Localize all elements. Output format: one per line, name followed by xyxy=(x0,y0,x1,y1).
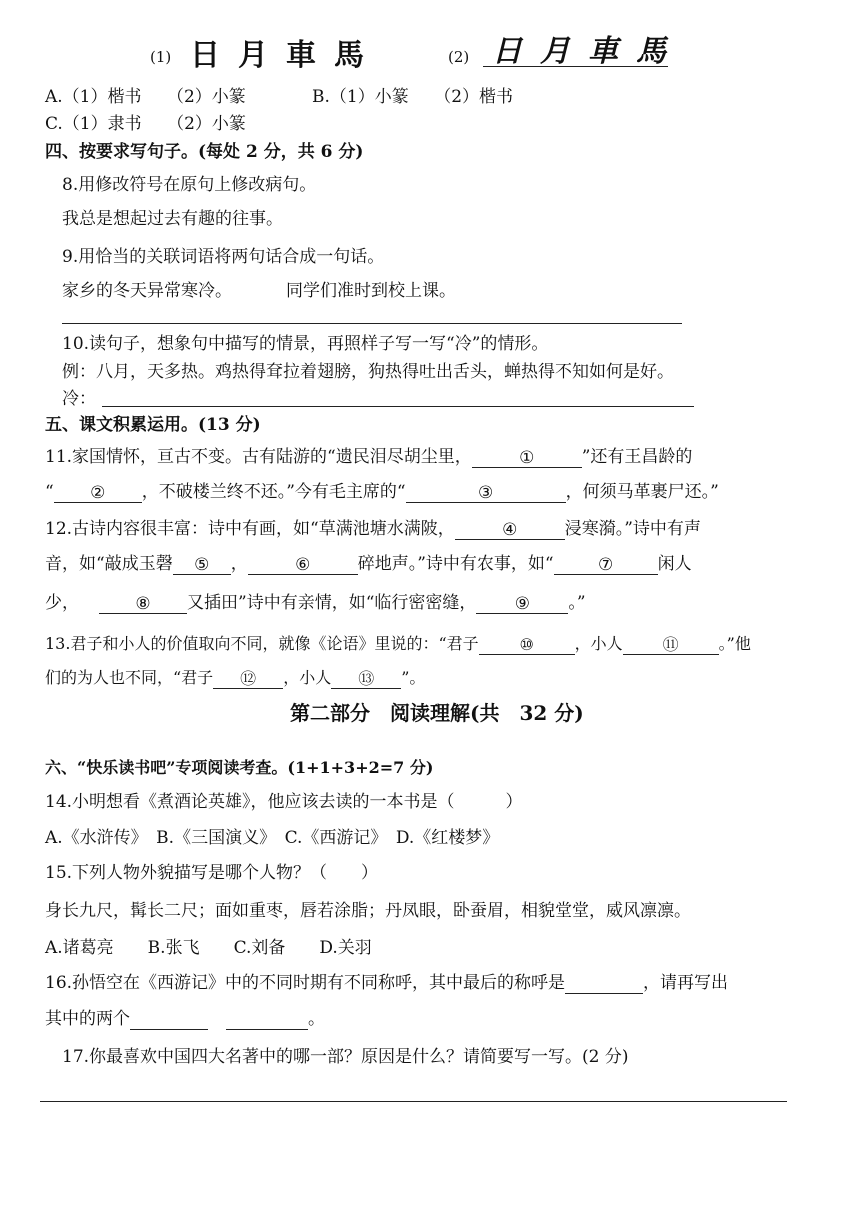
question-8-sentence: 我总是想起过去有趣的往事。 xyxy=(62,209,283,229)
part-2-title: 第二部分 阅读理解(共 32 分) xyxy=(290,701,584,725)
question-10-example: 例：八月，天多热。鸡热得耷拉着翅膀，狗热得吐出舌头，蝉热得不知如何是好。 xyxy=(62,362,674,382)
question-16-line-2: 其中的两个 。 xyxy=(45,1009,325,1029)
question-13-line-2: 们的为人也不同，“君子 ⑫ ，小人 ⑬ ”。 xyxy=(45,668,426,688)
question-15: 15.下列人物外貌描写是哪个人物？（ ） xyxy=(45,863,379,883)
section-5-title: 五、课文积累运用。(13 分) xyxy=(45,415,261,435)
blank-name-2[interactable] xyxy=(226,1009,308,1030)
answer-line-q9 xyxy=(62,323,682,324)
blank-final-name[interactable] xyxy=(565,973,643,994)
question-11-line-1: 11.家国情怀，亘古不变。古有陆游的“遗民泪尽胡尘里， ① ”还有王昌龄的 xyxy=(45,447,693,468)
section-6-title: 六、“快乐读书吧”专项阅读考查。(1+1+3+2=7 分) xyxy=(45,758,434,777)
question-15-options: A.诸葛亮 B.张飞 C.刘备 D.关羽 xyxy=(45,938,372,958)
blank-4[interactable]: ④ xyxy=(455,519,565,540)
question-12-line-1: 12.古诗内容很丰富：诗中有画，如“草满池塘水满陂， ④ 浸寒漪。”诗中有声 xyxy=(45,519,701,540)
question-10: 10.读句子，想象句中描写的情景，再照样子写一写“冷”的情形。 xyxy=(62,334,549,354)
blank-6[interactable]: ⑥ xyxy=(248,554,358,575)
blank-10[interactable]: ⑩ xyxy=(479,634,575,655)
answer-line-q10 xyxy=(102,406,694,407)
question-9-sentence-1: 家乡的冬天异常寒冷。 xyxy=(62,281,232,301)
question-14-options: A.《水浒传》 B.《三国演义》 C.《西游记》 D.《红楼梦》 xyxy=(45,828,500,848)
question-17: 17.你最喜欢中国四大名著中的哪一部？原因是什么？请简要写一写。(2 分) xyxy=(62,1047,629,1067)
option-b: B.（1）小篆 （2）楷书 xyxy=(312,87,514,107)
glyph-label-1: (1) xyxy=(150,48,172,66)
question-13-line-1: 13.君子和小人的价值取向不同，就像《论语》里说的：“君子 ⑩ ，小人 ⑪ 。”他 xyxy=(45,634,751,654)
section-4-title: 四、按要求写句子。(每处 2 分，共 6 分) xyxy=(45,142,364,162)
question-10-cold-label: 冷： xyxy=(62,389,96,409)
blank-12[interactable]: ⑫ xyxy=(213,668,283,689)
glyph-label-2: (2) xyxy=(448,48,470,66)
blank-2[interactable]: ② xyxy=(54,482,142,503)
blank-9[interactable]: ⑨ xyxy=(476,593,568,614)
ancient-glyphs-2: 日月車馬 xyxy=(492,34,684,69)
question-16-line-1: 16.孙悟空在《西游记》中的不同时期有不同称呼，其中最后的称呼是 ，请再写出 xyxy=(45,973,729,993)
blank-8[interactable]: ⑧ xyxy=(99,593,187,614)
blank-1[interactable]: ① xyxy=(472,447,582,468)
ancient-glyphs-1: 日月車馬 xyxy=(190,38,382,73)
blank-name-1[interactable] xyxy=(130,1009,208,1030)
blank-5[interactable]: ⑤ xyxy=(173,554,231,575)
blank-13[interactable]: ⑬ xyxy=(331,668,401,689)
question-11-line-2: “ ② ，不破楼兰终不还。”今有毛主席的“ ③ ，何须马革裹尸还。” xyxy=(45,482,719,503)
option-c: C.（1）隶书 （2）小篆 xyxy=(45,114,246,134)
answer-line-q17 xyxy=(40,1101,787,1102)
question-12-line-2: 音，如“敲成玉磬 ⑤ ， ⑥ 碎地声。”诗中有农事，如“ ⑦ 闲人 xyxy=(45,554,692,575)
option-a: A.（1）楷书 （2）小篆 xyxy=(45,87,246,107)
question-15-description: 身长九尺，髯长二尺；面如重枣，唇若涂脂；丹凤眼，卧蚕眉，相貌堂堂，威风凛凛。 xyxy=(45,901,691,921)
question-14: 14.小明想看《煮酒论英雄》，他应该去读的一本书是（ ） xyxy=(45,792,523,812)
question-9-sentence-2: 同学们准时到校上课。 xyxy=(286,281,456,301)
answer-line-glyphs xyxy=(483,66,668,67)
blank-7[interactable]: ⑦ xyxy=(554,554,658,575)
blank-3[interactable]: ③ xyxy=(406,482,566,503)
blank-11[interactable]: ⑪ xyxy=(623,634,719,655)
question-12-line-3: 少， ⑧ 又插田”诗中有亲情，如“临行密密缝， ⑨ 。” xyxy=(45,593,586,614)
question-9: 9.用恰当的关联词语将两句话合成一句话。 xyxy=(62,247,385,267)
question-8: 8.用修改符号在原句上修改病句。 xyxy=(62,175,317,195)
